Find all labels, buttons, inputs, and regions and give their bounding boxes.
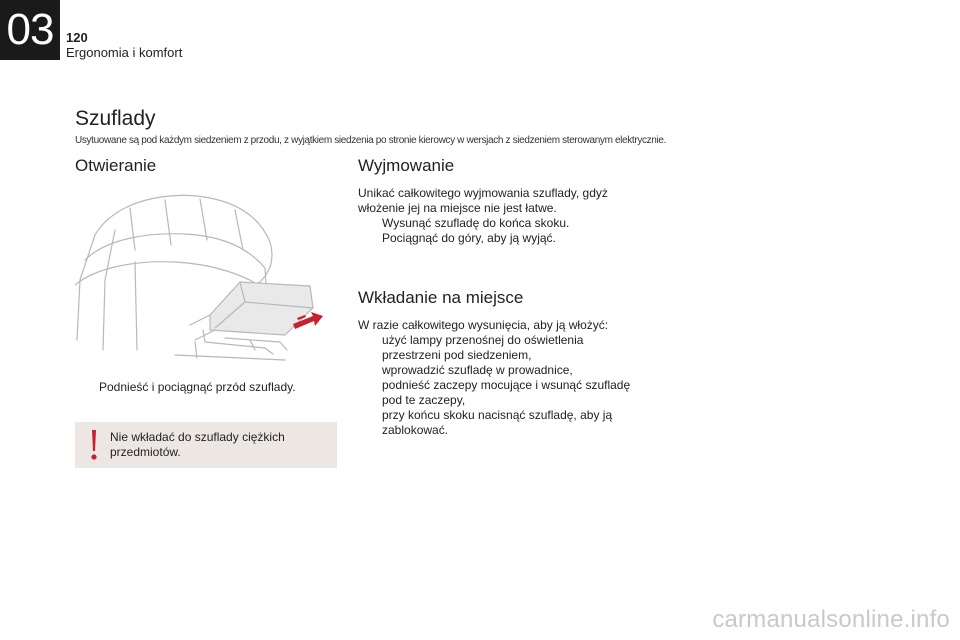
insertion-heading: Wkładanie na miejsce [358,288,524,307]
page-number: 120 [66,30,88,45]
removal-heading: Wyjmowanie [358,156,455,175]
opening-heading: Otwieranie [75,156,157,175]
removal-intro: Unikać całkowitego wyjmowania szuflady, gdyż włożenie jej na miejsce nie jest łatwe. [358,186,608,215]
chapter-title: Ergonomia i komfort [66,45,183,60]
warning-box [75,422,337,468]
opening-column [75,156,337,176]
removal-bullet: Pociągnąć do góry, aby ją wyjąć. [382,231,556,245]
section-subtitle: Usytuowane są pod każdym siedzeniem z przodu, z wyjątkiem siedzenia po stronie kierowcy w wersjach z siedzeniem sterowanym elektrycznie. [75,135,666,146]
insertion-bullet: przy końcu skoku nacisnąć szufladę, aby ją zablokować. [382,408,613,437]
insertion-intro: W razie całkowitego wysunięcia, aby ją włożyć: [358,318,609,332]
seat-drawer-illustration [75,190,325,365]
removal-insertion-column [358,156,633,438]
warning-text: Nie wkładać do szuflady ciężkich przedmiotów. [110,430,285,459]
insertion-bullet: użyć lampy przenośnej do oświetlenia przestrzeni pod siedzeniem, [382,333,584,362]
chapter-number-tab: 03 [0,0,60,60]
insertion-bullet: podnieść zaczepy mocujące i wsunąć szufladę pod te zaczepy, [382,378,631,407]
insertion-bullet: wprowadzić szufladę w prowadnice, [382,363,573,377]
section-title: Szuflady [75,107,156,130]
watermark-link[interactable]: carmanualsonline.info [712,606,950,633]
opening-bullet: Podnieść i pociągnąć przód szuflady. [99,380,296,394]
exclamation-icon [87,428,101,462]
removal-bullet: Wysunąć szufladę do końca skoku. [382,216,570,230]
